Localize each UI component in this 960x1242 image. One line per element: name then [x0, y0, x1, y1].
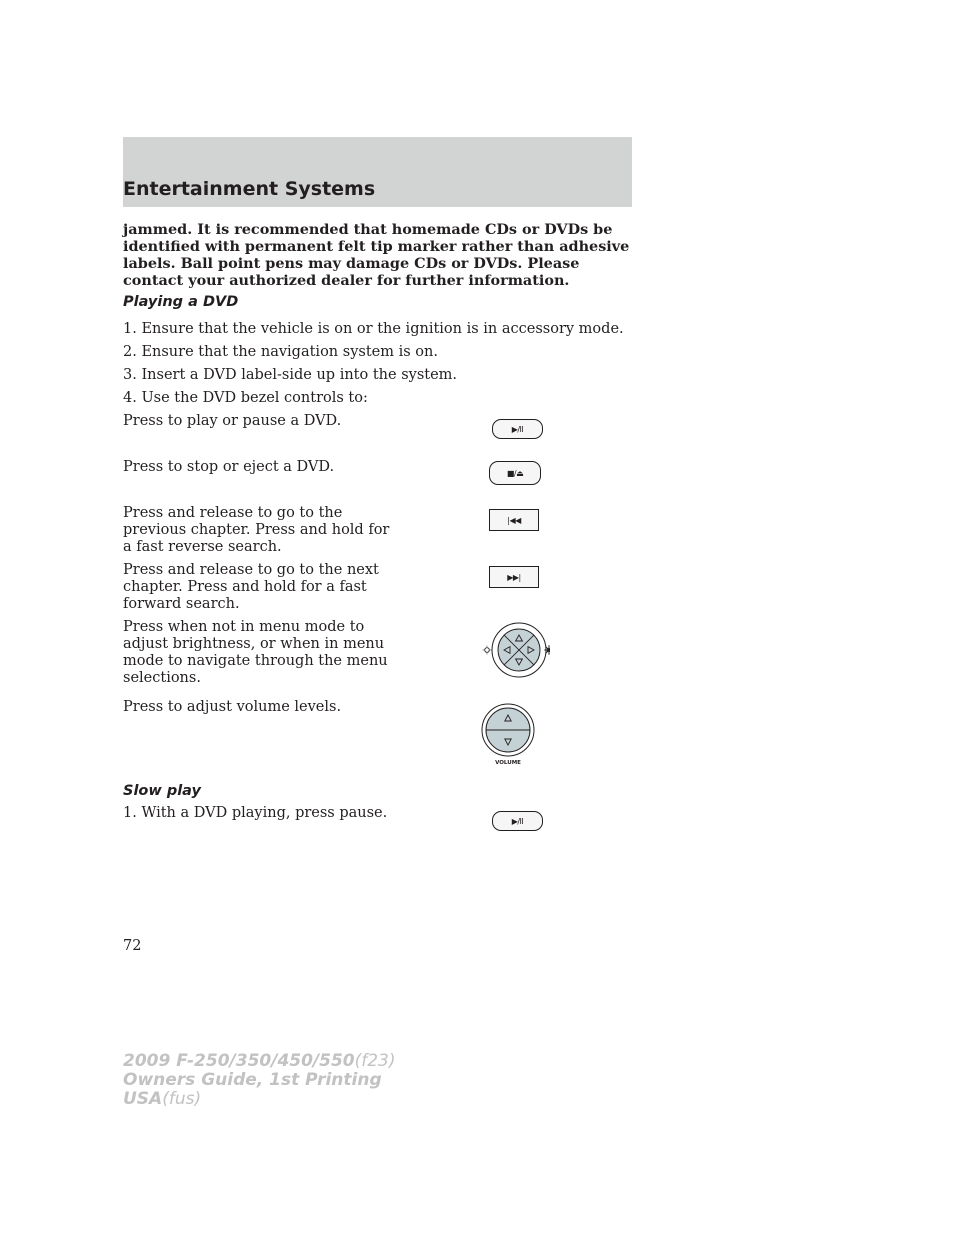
stop-eject-icon: ■/⏏	[506, 468, 524, 478]
control-desc-stop-eject: Press to stop or eject a DVD.	[123, 459, 335, 475]
volume-knob-icon	[482, 704, 534, 756]
next-chapter-icon: ▶▶|	[507, 572, 521, 582]
previous-chapter-icon: |◀◀	[507, 515, 521, 525]
step-1: 1. Ensure that the vehicle is on or the ignition is in accessory mode.	[123, 321, 624, 337]
intro-paragraph: jammed. It is recommended that homemade CDs or DVDs be identified with permanent felt tip marker rather than adhesive labels. Ball point pens may damage CDs or DVDs. Please contact your authorized dealer for further information.	[123, 221, 630, 289]
play-pause-icon: ▶/II	[511, 424, 524, 434]
footer-edition: Owners Guide, 1st Printing	[123, 1070, 382, 1090]
control-desc-play-pause: Press to play or pause a DVD.	[123, 413, 342, 429]
stop-eject-button[interactable]	[489, 461, 541, 485]
print-footer	[123, 1052, 396, 1109]
footer-market: USA	[123, 1089, 163, 1109]
step-3: 3. Insert a DVD label-side up into the system.	[123, 367, 458, 383]
control-desc-next-chapter: Press and release to go to the next chapter. Press and hold for a fast forward search.	[123, 562, 379, 612]
footer-market-code: (fus)	[162, 1089, 202, 1109]
slow-play-pause-button[interactable]	[492, 811, 543, 831]
slow-play-step-1: 1. With a DVD playing, press pause.	[123, 805, 388, 821]
control-desc-volume: Press to adjust volume levels.	[123, 699, 342, 715]
footer-model: 2009 F-250/350/450/550	[123, 1051, 355, 1071]
play-pause-icon: ▶/II	[511, 816, 524, 826]
volume-knob[interactable]	[478, 702, 538, 768]
page-number: 72	[123, 938, 142, 954]
section-heading-playing-dvd: Playing a DVD	[123, 294, 239, 310]
play-pause-button[interactable]	[492, 419, 543, 439]
step-2: 2. Ensure that the navigation system is on.	[123, 344, 438, 360]
previous-chapter-button[interactable]	[489, 509, 539, 531]
control-desc-brightness-navigation: Press when not in menu mode to adjust brightness, or when in menu mode to navigate through the menu selections.	[123, 619, 388, 686]
page-title: Entertainment Systems	[123, 178, 376, 200]
brightness-navigation-dial-icon	[483, 623, 550, 677]
section-heading-slow-play: Slow play	[123, 783, 201, 799]
footer-model-code: (f23)	[354, 1051, 396, 1071]
step-4: 4. Use the DVD bezel controls to:	[123, 390, 368, 406]
brightness-navigation-dial[interactable]	[478, 618, 550, 682]
control-desc-previous-chapter: Press and release to go to the previous chapter. Press and hold for a fast reverse search.	[123, 505, 390, 555]
next-chapter-button[interactable]	[489, 566, 539, 588]
volume-knob-label: VOLUME	[495, 760, 521, 766]
